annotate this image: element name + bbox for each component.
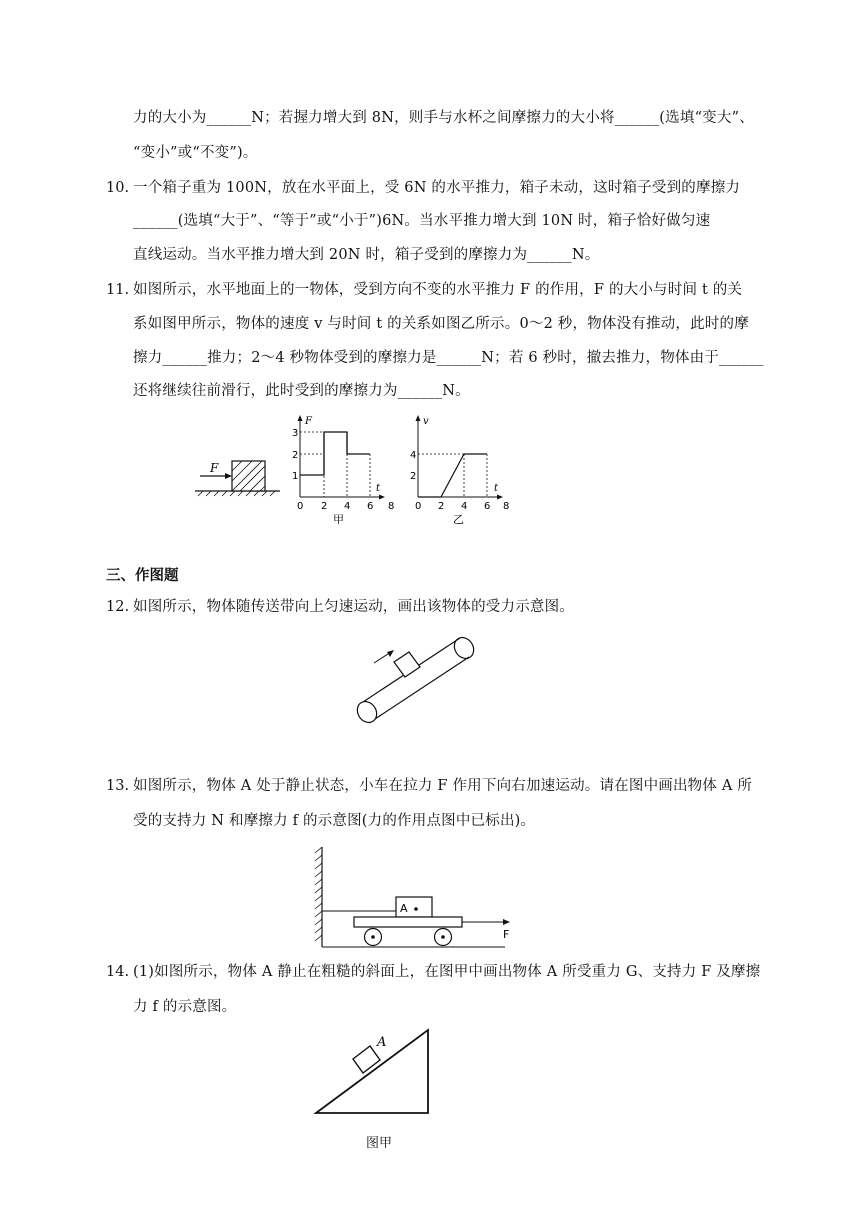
q11-block-diagram: [195, 461, 280, 496]
q12-number: 12.: [106, 599, 130, 615]
q10-line-3: 直线运动。当水平推力增大到 20N 时，箱子受到的摩擦力为______N。: [133, 247, 600, 263]
q13-number: 13.: [106, 778, 130, 794]
q11-number: 11.: [106, 282, 130, 298]
q14-line-1: (1)如图所示，物体 A 静止在粗糙的斜面上，在图甲中画出物体 A 所受重力 G、支持力 F 及摩擦: [133, 964, 761, 980]
q9-line-1: 力的大小为______N；若握力增大到 8N，则手与水杯之间摩擦力的大小将______(选填“变大”、: [133, 110, 754, 126]
jia-ytick-3: 3: [292, 428, 299, 439]
figure-jia-caption: 图甲: [366, 1136, 393, 1151]
q10-line-2: ______(选填“大于”、“等于”或“小于”)6N。当水平推力增大到 10N 时，箱子恰好做匀速: [133, 213, 711, 229]
q9-line-2: “变小”或“不变”)。: [133, 145, 258, 161]
yi-xlabel: t: [494, 483, 499, 494]
block-a-label: A: [400, 902, 408, 915]
q11-line-4: 还将继续往前滑行，此时受到的摩擦力为______N。: [133, 383, 470, 399]
yi-xtick-8: 8: [503, 501, 510, 512]
yi-xtick-0: 0: [415, 501, 422, 512]
q14-line-2: 力 f 的示意图。: [133, 999, 237, 1015]
jia-xlabel: t: [376, 483, 381, 494]
jia-ytick-1: 1: [292, 471, 299, 482]
q12-line-1: 如图所示，物体随传送带向上匀速运动，画出该物体的受力示意图。: [133, 599, 574, 615]
chart-yi: [410, 415, 509, 526]
jia-ylabel: F: [305, 416, 312, 427]
jia-xtick-6: 6: [367, 501, 374, 512]
yi-xtick-6: 6: [484, 501, 491, 512]
incline-block-label: A: [377, 1035, 387, 1050]
q14-number: 14.: [106, 964, 130, 980]
q11-line-3: 擦力______推力；2～4 秒物体受到的摩擦力是______N；若 6 秒时，撤去推力，物体由于______: [133, 350, 764, 366]
q11-figure: [190, 412, 530, 527]
jia-xtick-0: 0: [297, 501, 304, 512]
jia-caption: 甲: [333, 513, 344, 526]
yi-ylabel: v: [423, 416, 429, 427]
yi-caption: 乙: [453, 513, 464, 526]
q13-line-2: 受的支持力 N 和摩擦力 f 的示意图(力的作用点图中已标出)。: [133, 813, 536, 829]
q11-line-1: 如图所示，水平地面上的一物体，受到方向不变的水平推力 F 的作用，F 的大小与时间 t 的关: [133, 282, 743, 298]
q10-number: 10.: [106, 180, 130, 196]
jia-xtick-8: 8: [388, 501, 395, 512]
yi-ytick-2: 2: [410, 471, 417, 482]
yi-xtick-4: 4: [461, 501, 468, 512]
q13-line-1: 如图所示，物体 A 处于静止状态，小车在拉力 F 作用下向右加速运动。请在图中画出物体 A 所: [133, 778, 753, 794]
q10-line-1: 一个箱子重为 100N，放在水平面上，受 6N 的水平推力，箱子未动，这时箱子受到的摩擦力: [133, 180, 741, 196]
yi-ytick-4: 4: [410, 450, 417, 461]
conveyor-object: [394, 652, 420, 677]
incline-figure: [310, 1024, 435, 1119]
incline-plane: [316, 1030, 428, 1113]
jia-xtick-2: 2: [321, 501, 328, 512]
pull-force-label: F: [503, 928, 510, 941]
force-f-label: F: [210, 461, 219, 475]
q11-line-2: 系如图甲所示，物体的速度 v 与时间 t 的关系如图乙所示。0～2 秒，物体没有推动，此时的摩: [133, 316, 749, 332]
section-title: 三、作图题: [106, 568, 179, 584]
cart-figure: [310, 843, 525, 951]
conveyor-figure: [345, 632, 480, 727]
yi-xtick-2: 2: [438, 501, 445, 512]
jia-ytick-2: 2: [292, 450, 299, 461]
jia-xtick-4: 4: [344, 501, 351, 512]
chart-jia: [292, 415, 394, 526]
